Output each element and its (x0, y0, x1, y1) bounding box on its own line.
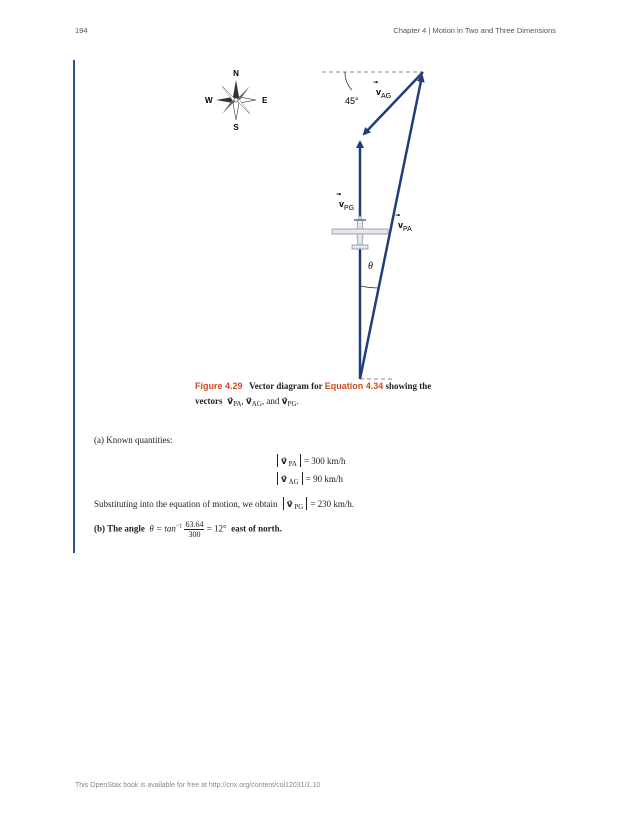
compass-west-label: W (205, 96, 213, 105)
angle-45-arc (345, 72, 352, 90)
label-v-pa: $v_{PA}$ (398, 220, 412, 233)
compass-south-label: S (233, 123, 239, 132)
vector-v-ag (364, 72, 423, 134)
part-b-sentence: (b) The angle $\theta = \tan^{-1}$ $\frac{63.64}{300}$ = 12° east of north. (94, 520, 282, 539)
equation-v-ag: v⃗ $_{AG}$ = 90 km/h (274, 472, 343, 486)
caption-text-before: Vector diagram for (249, 381, 323, 391)
page-number: 194 (75, 26, 88, 35)
svg-text:⃗ (395, 213, 401, 217)
substitution-sentence: Substituting into the equation of motion, we obtain v⃗ $_{PG}$ = 230 km/h. (94, 499, 355, 511)
label-v-pg: $v_{PG}$ (339, 199, 355, 212)
compass-east-label: E (262, 96, 268, 105)
theta-arc (360, 286, 378, 288)
airplane-icon (332, 216, 388, 249)
known-quantities-heading: (a) Known quantities: (94, 435, 173, 445)
chapter-title: Chapter 4 | Motion in Two and Three Dimensions (393, 26, 556, 35)
svg-text:⃗ (373, 80, 379, 84)
caption-vector-ag: AG (251, 400, 262, 408)
vector-diagram (0, 0, 630, 400)
compass-rose (205, 69, 268, 132)
equation-v-pa: v⃗ $_{PA}$ = 300 km/h (274, 454, 346, 468)
svg-text:⃗ (336, 192, 342, 196)
footer-note: This OpenStax book is available for free at http://cnx.org/content/col12031/1.10 (75, 782, 321, 789)
compass-north-label: N (233, 69, 239, 78)
equation-link[interactable]: Equation 4.34 (324, 381, 384, 391)
vector-v-pa (360, 76, 422, 379)
figure-caption: Figure 4.29 Vector diagram for Equation 4.34 showing the vectors $v⃗_{PA}$, $v⃗_{AG}$, and $v⃗_{PG}$. (195, 381, 432, 408)
label-45-degrees: 45° (345, 96, 359, 106)
label-theta: θ (368, 261, 373, 272)
figure-label: Figure 4.29 (195, 381, 243, 391)
label-v-ag: $v_{AG}$ (376, 87, 392, 100)
caption-vector-pa: PA (233, 400, 242, 408)
caption-vector-pg: PG (287, 400, 297, 408)
caption-text-after: showing the vectors (195, 381, 432, 406)
